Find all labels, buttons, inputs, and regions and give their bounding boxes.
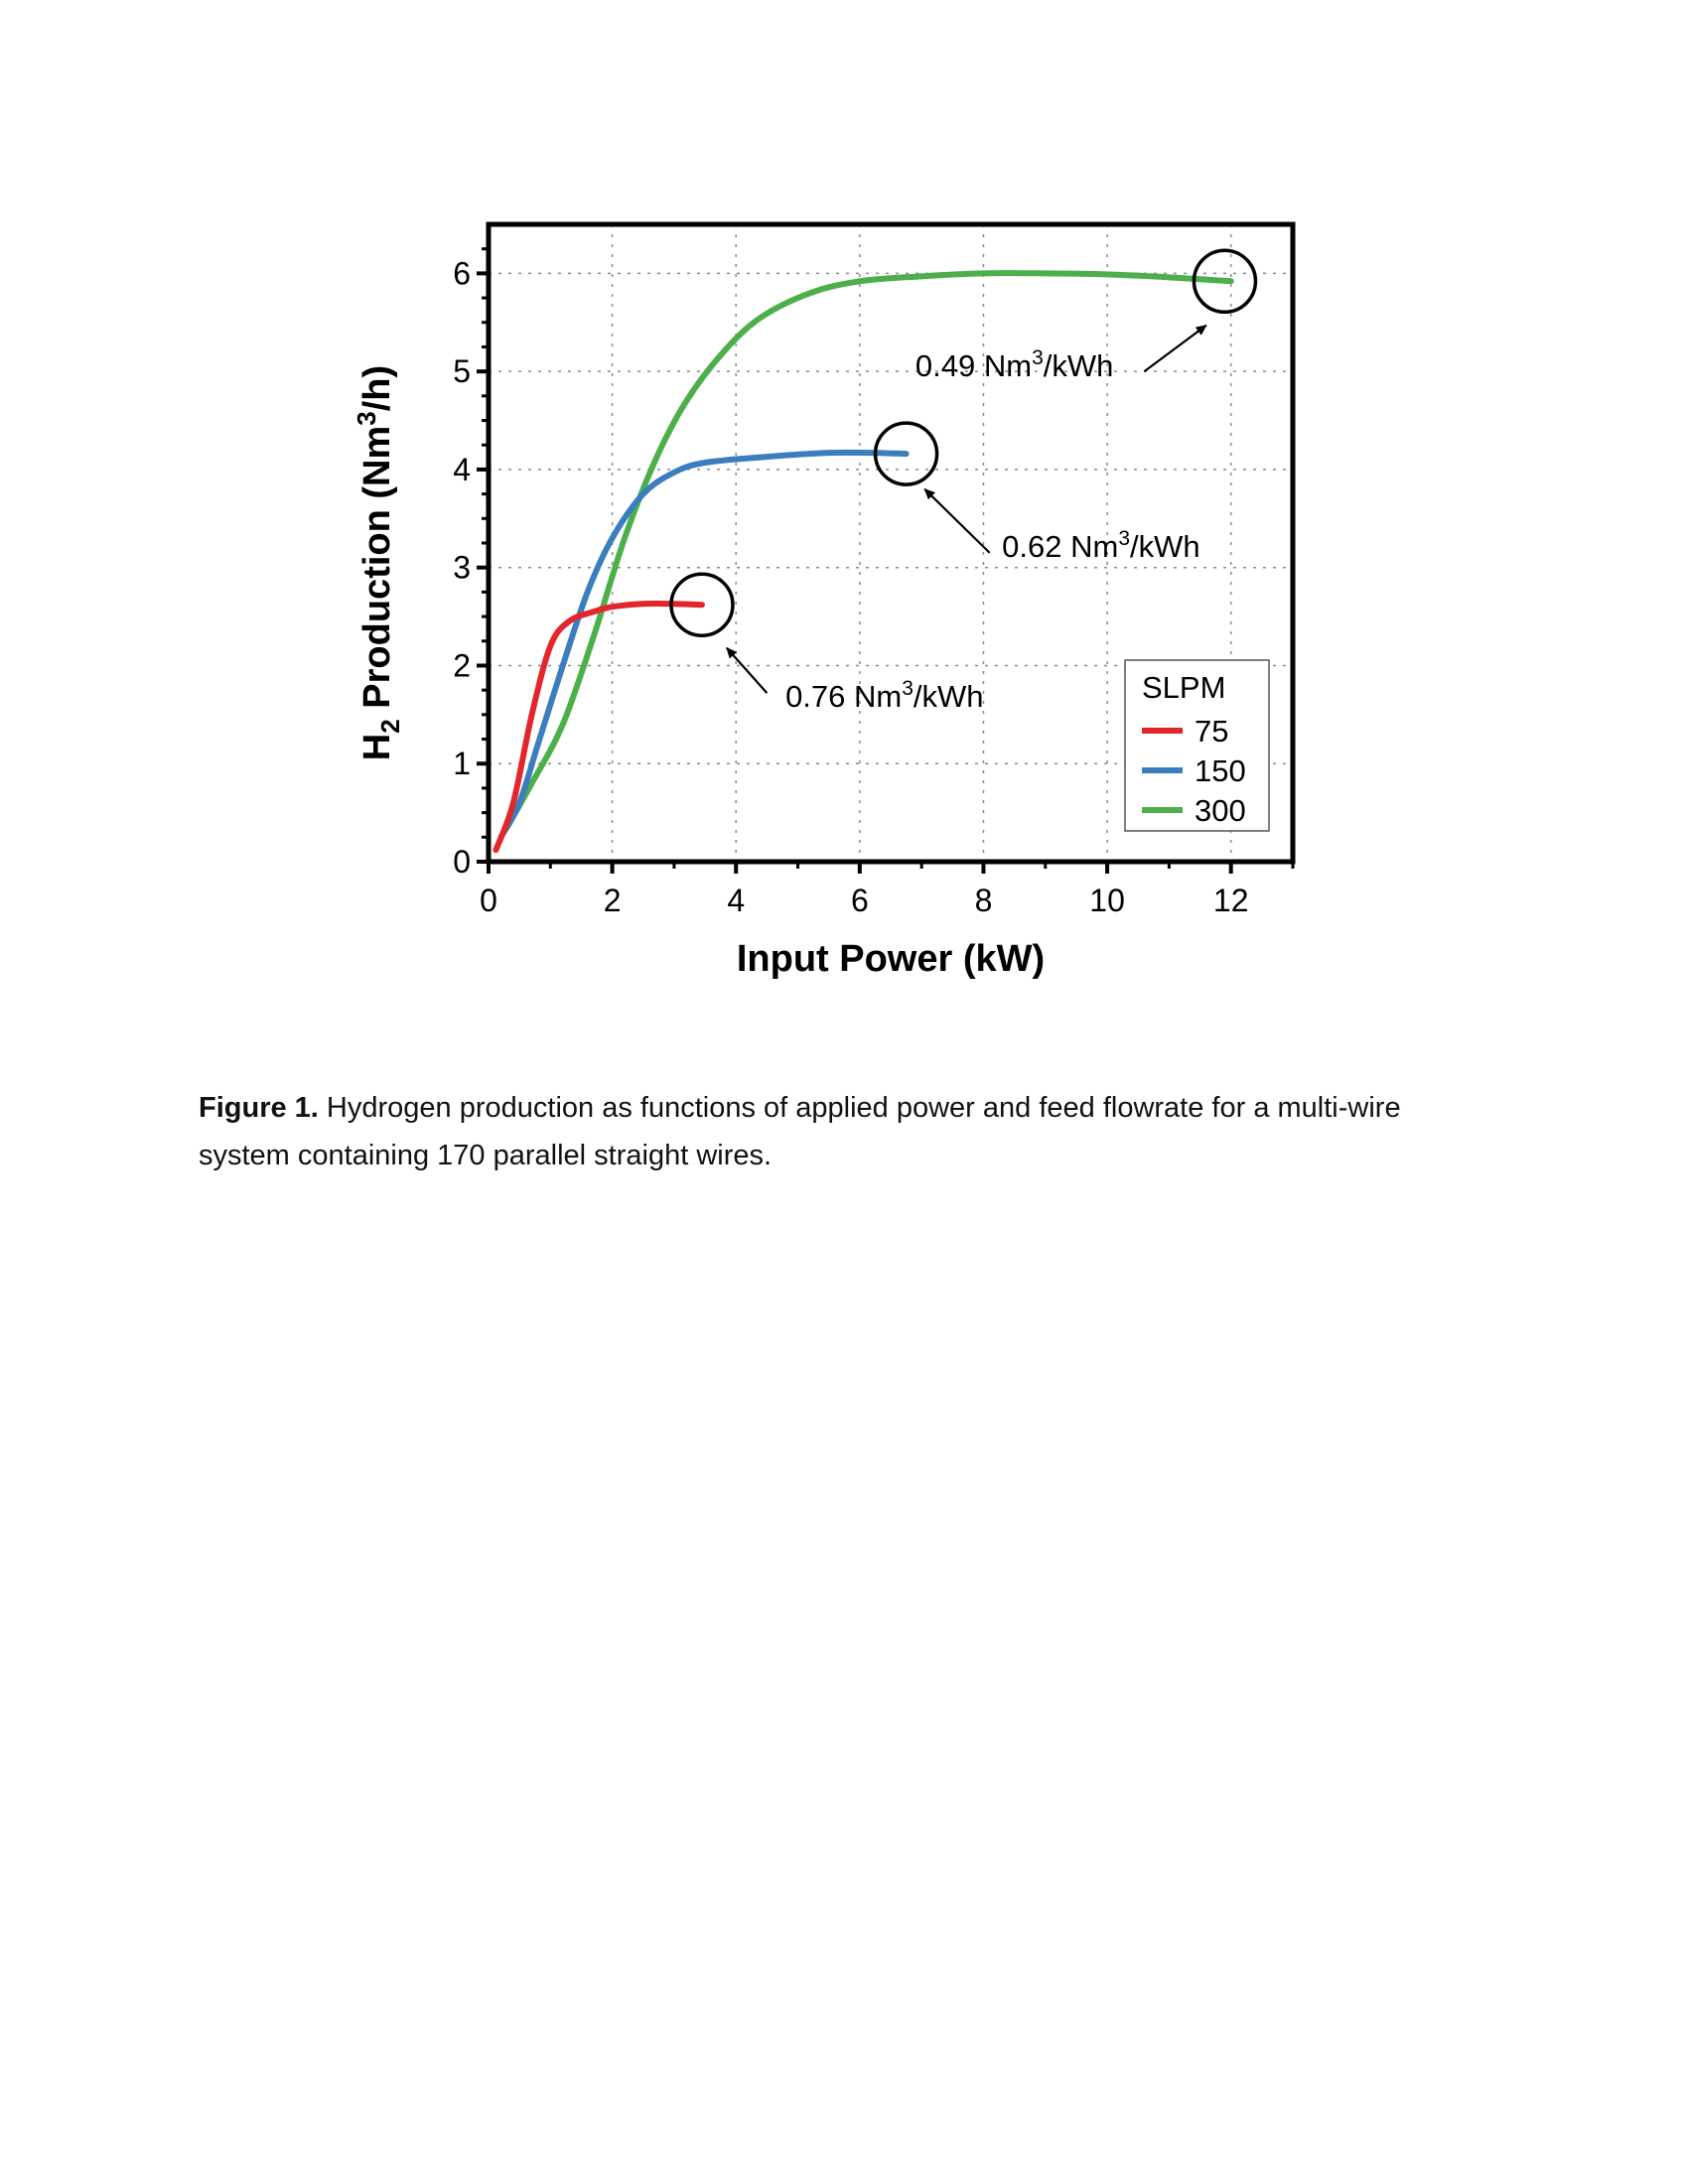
annotation-arrow-300 — [1144, 326, 1205, 371]
annotation-label-150: 0.62 Nm$^3$/kWh — [1002, 526, 1200, 564]
x-tick-label: 8 — [974, 883, 993, 918]
legend-label-300: 300 — [1195, 793, 1246, 828]
chart — [0, 0, 1688, 993]
legend — [1125, 660, 1269, 831]
x-tick-label: 6 — [850, 883, 869, 918]
y-tick-label: 5 — [453, 353, 471, 390]
annotation-label-75: 0.76 Nm$^3$/kWh — [785, 676, 984, 714]
x-tick-label: 10 — [1089, 883, 1125, 918]
legend-title: SLPM — [1142, 670, 1226, 705]
caption-label: Figure 1. — [199, 1092, 319, 1124]
y-tick-label: 1 — [453, 746, 471, 782]
series-line-150 — [500, 453, 906, 838]
series-line-300 — [507, 273, 1231, 827]
y-tick-label: 0 — [453, 844, 471, 880]
x-axis-title: Input Power (kW) — [736, 938, 1046, 980]
caption-text: Hydrogen production as functions of applied power and feed flowrate for a multi-wire system containing 170 parallel straight wires. — [199, 1092, 1401, 1171]
x-tick-label: 2 — [603, 883, 622, 918]
x-tick-label: 12 — [1212, 883, 1249, 918]
x-tick-label: 4 — [727, 883, 746, 918]
y-tick-label: 4 — [453, 451, 471, 487]
series-lines — [495, 273, 1230, 850]
annotation-arrow-75 — [727, 648, 768, 693]
legend-label-75: 75 — [1195, 714, 1229, 749]
series-line-75 — [495, 604, 701, 850]
y-axis-title: $H_2$ Production (Nm$^3$/h) — [352, 364, 405, 761]
y-tick-label: 3 — [453, 549, 471, 586]
annotation-arrow-150 — [924, 489, 989, 553]
x-tick-label: 0 — [480, 883, 497, 918]
annotation-label-300: 0.49 Nm$^3$/kWh — [914, 346, 1114, 384]
y-tick-label: 6 — [453, 255, 471, 292]
figure-caption — [199, 1084, 1489, 1179]
legend-label-150: 150 — [1195, 753, 1246, 788]
y-tick-label: 2 — [453, 647, 471, 684]
